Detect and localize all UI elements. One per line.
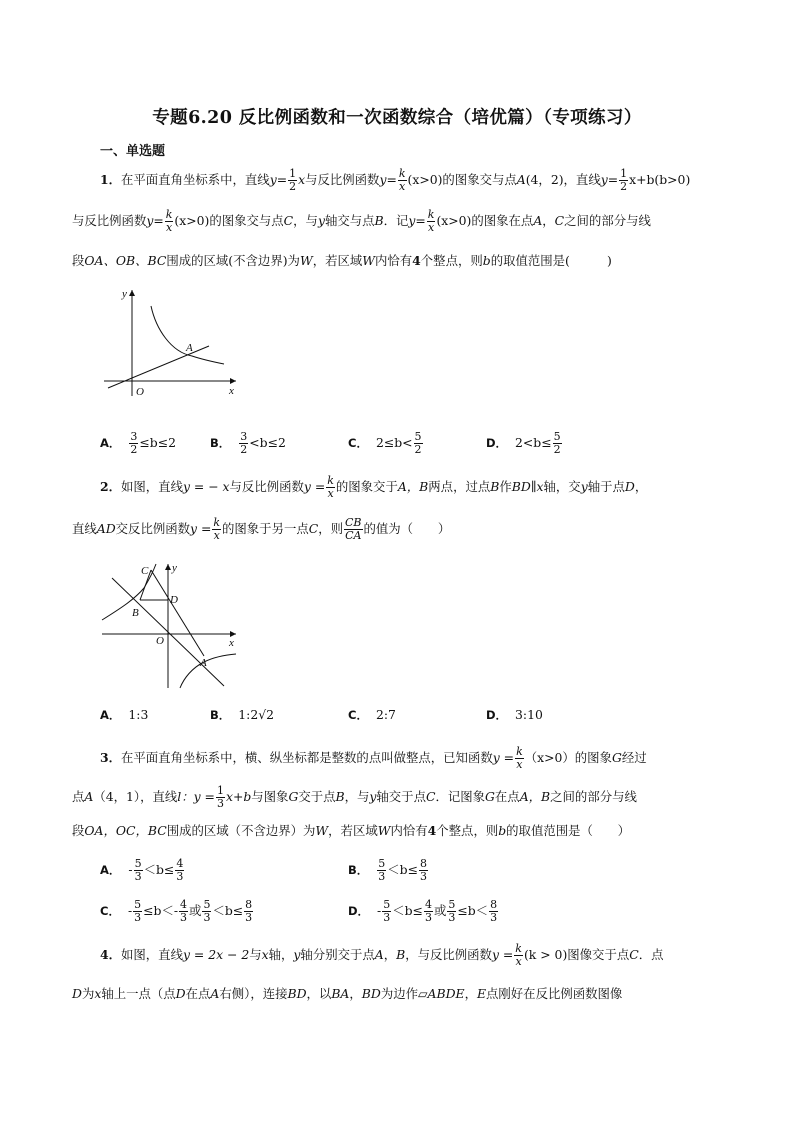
math: x+b(b>0)	[629, 172, 691, 187]
q2-text: ，	[634, 479, 648, 494]
q3-text: 个整点，则	[436, 823, 499, 838]
q3-text: （4，1），直线	[93, 789, 178, 804]
q2-text: 两点，过点	[428, 479, 491, 494]
math: =	[415, 213, 426, 228]
math: x	[94, 986, 102, 1001]
q2-text: 轴于点	[587, 479, 625, 494]
point-a-label: A	[200, 657, 207, 669]
q4-text: ，	[349, 986, 362, 1001]
q3-text: 在平面直角坐标系中，横、纵坐标都是整数的点叫做整点，已知函数	[121, 750, 493, 765]
math: B	[335, 789, 345, 804]
q1-text: 的图象交与点	[442, 172, 517, 187]
point-a-label: A	[186, 342, 193, 354]
q2-line-2	[72, 514, 732, 544]
fraction: $\frac{k}{x}$	[516, 745, 523, 771]
fraction: $\frac{k}{x}$	[515, 942, 522, 968]
math: B	[374, 213, 384, 228]
q3-text: 的取值范围是（ ）	[506, 823, 631, 838]
math: C	[629, 947, 639, 962]
q4-text: 在点	[185, 986, 211, 1001]
math: =	[276, 172, 288, 187]
q1-option-a[interactable]: A． $\frac{3}{2}$ ≤b≤2	[100, 430, 176, 456]
math: x+b	[225, 789, 252, 804]
math: C	[308, 521, 319, 536]
q3-line-3	[72, 816, 732, 846]
math: l：y =	[177, 789, 215, 804]
x-label: x	[229, 385, 234, 397]
math: A	[516, 172, 526, 187]
q1-text: ，与	[293, 213, 318, 228]
math: (k > 0)	[523, 947, 568, 962]
math: y =	[492, 750, 515, 765]
math: E	[476, 986, 487, 1001]
math: C	[554, 213, 565, 228]
math: (x>0)	[407, 172, 443, 187]
q2-number: 2．	[100, 479, 122, 494]
q3-text: 轴交于点	[376, 789, 426, 804]
q2-text: 的图象交于	[335, 479, 398, 494]
math: y =	[303, 479, 326, 494]
q3-text: 交于点	[298, 789, 336, 804]
q2-text: 作	[499, 479, 512, 494]
q1-text: (4，2)，直线	[525, 172, 601, 187]
fraction: $\frac{k}{x}$	[165, 208, 173, 234]
q1-line-3	[72, 246, 732, 276]
math: AD	[96, 521, 116, 536]
q4-number: 4．	[100, 947, 122, 962]
math: BD	[361, 986, 381, 1001]
q3-text: 经过	[621, 750, 647, 765]
point-c-label: C	[141, 565, 149, 577]
math: x	[298, 172, 306, 187]
y-axis-arrow	[165, 564, 171, 570]
q1-text: 个整点，则	[420, 253, 483, 268]
section-heading: 一、单选题	[100, 144, 166, 159]
q1-text: 的图象在点	[471, 213, 534, 228]
q4-text: 为边作	[380, 986, 418, 1001]
math: C	[425, 789, 436, 804]
q4-text: 轴分别交于点	[300, 947, 375, 962]
q1-text: 与反比例函数	[72, 213, 147, 228]
q3-text: 与图象	[251, 789, 289, 804]
y-label: y	[122, 288, 127, 300]
math: BD	[511, 479, 531, 494]
math: D	[175, 986, 186, 1001]
q3-text: 内恰有	[390, 823, 428, 838]
q4-text: ．点	[638, 947, 664, 962]
q4-text: ，	[464, 986, 477, 1001]
math: W	[362, 253, 375, 268]
q1-line-2	[72, 206, 732, 236]
q2-text: 直线	[72, 521, 97, 536]
q4-text: 右侧），连接	[219, 986, 288, 1001]
math: y	[580, 479, 588, 494]
origin-label: O	[156, 635, 164, 647]
math: =	[386, 172, 397, 187]
math: A	[533, 213, 543, 228]
math: W	[299, 253, 313, 268]
q2-option-b[interactable]: B． 1:2√2	[210, 707, 274, 722]
math: W	[315, 823, 329, 838]
math: G	[485, 789, 495, 804]
q4-text: 为	[81, 986, 95, 1001]
q1-figure	[96, 284, 246, 402]
q3-text: 点	[72, 789, 85, 804]
q3-text: （x>0）的图象	[524, 750, 612, 765]
q3-text: ，若区域	[328, 823, 378, 838]
math: y	[369, 789, 377, 804]
math: x	[536, 479, 544, 494]
q4-text: 图像交于点	[567, 947, 630, 962]
math: y	[269, 172, 277, 187]
q1-text: 围成的区域(不含边界)为	[166, 253, 300, 268]
line-through-origin	[108, 346, 209, 388]
math: (x>0)	[436, 213, 472, 228]
q2-text: 交反比例函数	[115, 521, 191, 536]
math: A	[84, 789, 94, 804]
point-d-label: D	[170, 594, 178, 606]
q2-figure	[96, 558, 246, 690]
math: OA，OC，BC	[84, 823, 167, 838]
q4-text: 点刚好在反比例函数图像	[486, 986, 623, 1001]
math: B	[490, 479, 500, 494]
q1-text: 内恰有	[375, 253, 413, 268]
math: y	[317, 213, 325, 228]
q2-option-d[interactable]: D． 3:10	[486, 707, 543, 722]
q1-text: 在平面直角坐标系中，直线	[121, 172, 270, 187]
q3-text: ．记图象	[435, 789, 486, 804]
q1-option-c[interactable]: C． 2≤b< $\frac{5}{2}$	[348, 430, 422, 456]
fraction: $\frac{CB}{CA}$	[345, 516, 362, 542]
fraction: $\frac{1}{2}$	[289, 167, 297, 193]
math: y =	[190, 521, 212, 536]
q1-option-d[interactable]: D． 2<b≤ $\frac{5}{2}$	[486, 430, 561, 456]
q3-text: 围成的区域（不含边界）为	[166, 823, 316, 838]
q4-text: ，以	[306, 986, 332, 1001]
math: G	[611, 750, 622, 765]
math: 4	[427, 823, 437, 838]
math: y = − x	[182, 479, 230, 494]
x-label: x	[229, 637, 234, 649]
q1-text: 与反比例函数	[305, 172, 380, 187]
q2-text: ，则	[318, 521, 344, 536]
q2-text: 轴，交	[543, 479, 581, 494]
q3-option-a[interactable]: A． - $\frac{5}{3}$ ＜b≤ $\frac{4}{3}$	[100, 857, 184, 883]
q4-text: 轴，	[268, 947, 294, 962]
math: BD	[287, 986, 307, 1001]
q2-text: 与反比例函数	[229, 479, 304, 494]
q3-text: 在点	[494, 789, 520, 804]
math: A	[374, 947, 384, 962]
math: y	[146, 213, 154, 228]
q1-text: 之间的部分与线	[564, 213, 651, 228]
y-label: y	[172, 562, 177, 574]
q3-number: 3．	[100, 750, 122, 765]
math: C	[283, 213, 294, 228]
fraction: $\frac{k}{x}$	[427, 208, 435, 234]
math: A，B	[519, 789, 551, 804]
q4-line-1	[100, 940, 732, 970]
math: A	[210, 986, 220, 1001]
math: A，B	[397, 479, 429, 494]
math: y	[379, 172, 387, 187]
math: (x>0)	[174, 213, 210, 228]
q1-number: 1．	[100, 172, 122, 187]
math: OA、OB、BC	[84, 253, 167, 268]
x-axis-arrow	[230, 378, 236, 384]
hyperbola-curve	[151, 306, 224, 364]
q1-line-1	[100, 165, 732, 195]
q3-text: 段	[72, 823, 85, 838]
q3-option-c[interactable]: C． - $\frac{5}{3}$ ≤b＜- $\frac{4}{3}$ 或 $\frac{5}{3}$ ＜b≤ $\frac{8}{3}$	[100, 898, 253, 924]
point-b-label: B	[132, 607, 139, 619]
q1-text: 段	[72, 253, 85, 268]
math: B	[396, 947, 406, 962]
q3-option-d[interactable]: D． - $\frac{5}{3}$ ＜b≤ $\frac{4}{3}$ 或 $\frac{5}{3}$ ≤b＜ $\frac{8}{3}$	[348, 898, 498, 924]
math: y =	[491, 947, 514, 962]
q1-text: ，若区域	[312, 253, 363, 268]
q3-text: 之间的部分与线	[550, 789, 637, 804]
fraction: $\frac{k}{x}$	[398, 167, 406, 193]
y-axis-arrow	[129, 290, 135, 296]
math: ABDE	[427, 986, 465, 1001]
q1-text: ，	[542, 213, 555, 228]
q2-text: 的图象于另一点	[222, 521, 309, 536]
math: D	[624, 479, 635, 494]
q4-text: 轴上一点（点	[101, 986, 176, 1001]
q1-option-b[interactable]: B． $\frac{3}{2}$ <b≤2	[210, 430, 286, 456]
math: y	[408, 213, 416, 228]
q4-text: 与	[249, 947, 262, 962]
fraction: $\frac{1}{2}$	[620, 167, 628, 193]
q2-text: 的值为（ ）	[363, 521, 451, 536]
q2-text: 如图，直线	[121, 479, 183, 494]
math: 4	[412, 253, 421, 268]
math: x	[261, 947, 269, 962]
fraction: $\frac{k}{x}$	[327, 474, 334, 500]
math: D	[72, 986, 82, 1001]
q4-line-2	[72, 979, 732, 1009]
q2-option-a[interactable]: A． 1:3	[100, 707, 149, 722]
q1-text: 轴交与点	[324, 213, 375, 228]
q4-text: ，	[383, 947, 397, 962]
math: b	[482, 253, 491, 268]
q4-text: ，与反比例函数	[405, 947, 492, 962]
math: y = 2x − 2	[182, 947, 250, 962]
math: =	[607, 172, 619, 187]
math: b	[498, 823, 507, 838]
math: y	[293, 947, 301, 962]
q1-text: 的图象交与点	[209, 213, 284, 228]
q1-text: 的取值范围是( )	[490, 253, 612, 268]
q2-option-c[interactable]: C． 2:7	[348, 707, 396, 722]
q1-text: ．记	[383, 213, 409, 228]
q4-text: 如图，直线	[121, 947, 183, 962]
origin-label: O	[136, 386, 144, 398]
fraction: $\frac{1}{3}$	[216, 784, 224, 810]
math: y	[600, 172, 608, 187]
q3-option-b[interactable]: B． $\frac{5}{3}$ ＜b≤ $\frac{8}{3}$	[348, 857, 427, 883]
q3-line-2	[72, 782, 732, 812]
parallelogram-symbol: ▱	[418, 986, 428, 1001]
math: ∥	[530, 479, 537, 494]
math: BA	[331, 986, 350, 1001]
fraction: $\frac{k}{x}$	[213, 516, 221, 542]
page-title: 专题6.20 反比例函数和一次函数综合（培优篇）（专项练习）	[152, 108, 642, 128]
q3-line-1	[100, 743, 732, 773]
math: G	[288, 789, 299, 804]
q2-line-1	[100, 472, 732, 502]
math: =	[153, 213, 164, 228]
math: W	[377, 823, 391, 838]
q3-text: ，与	[344, 789, 370, 804]
